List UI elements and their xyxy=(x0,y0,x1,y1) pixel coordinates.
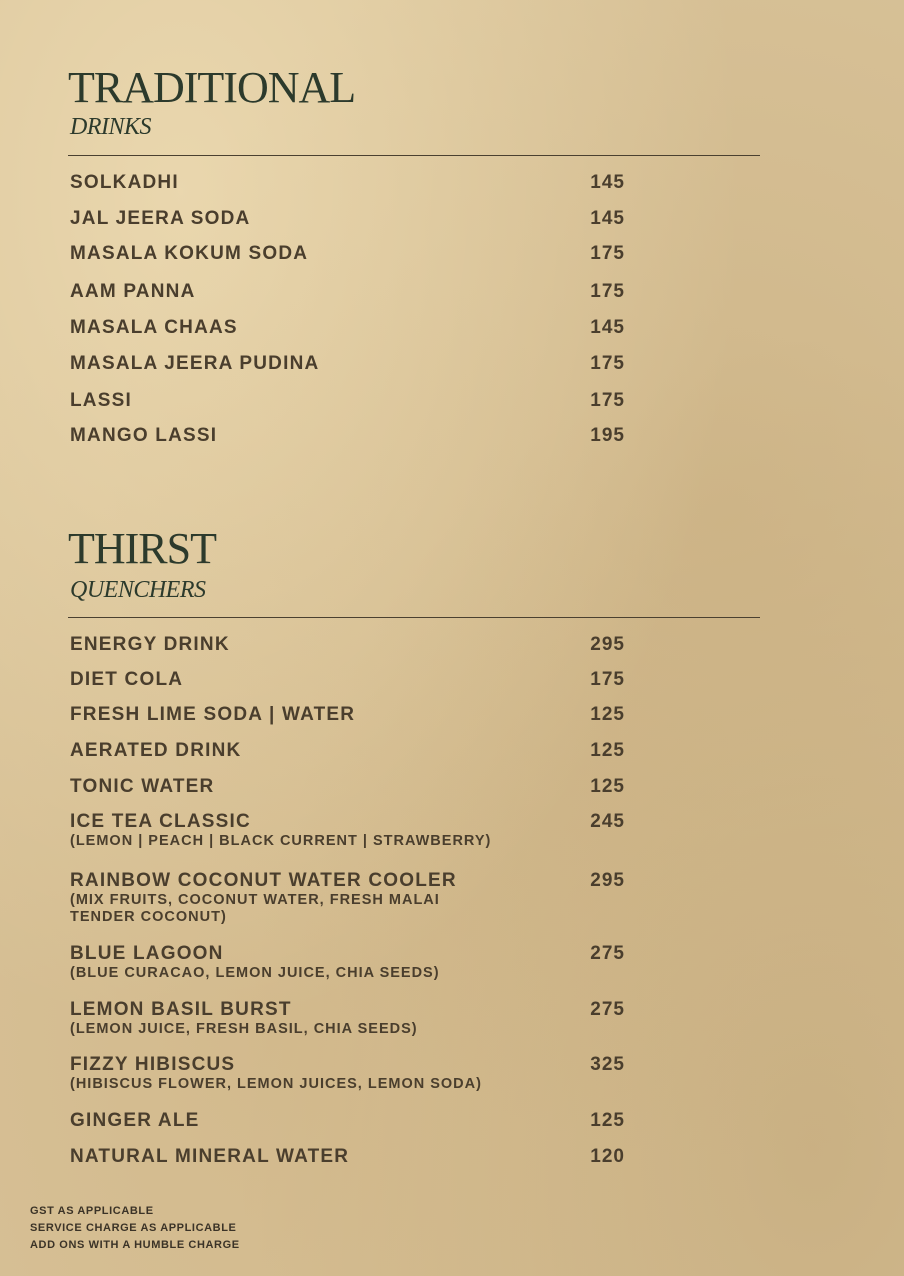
item-description: (BLUE CURACAO, LEMON JUICE, CHIA SEEDS) xyxy=(70,965,440,981)
item-name: ICE TEA CLASSIC xyxy=(70,811,251,832)
menu-item xyxy=(70,669,630,691)
section-title-thirst: THIRST xyxy=(68,524,216,573)
menu-item xyxy=(70,811,630,850)
item-description: (MIX FRUITS, COCONUT WATER, FRESH MALAI TENDER COCONUT) xyxy=(70,892,440,925)
item-price: 295 xyxy=(590,870,625,891)
item-price: 145 xyxy=(590,172,625,193)
item-price: 145 xyxy=(590,208,625,229)
item-description: (LEMON JUICE, FRESH BASIL, CHIA SEEDS) xyxy=(70,1021,418,1037)
menu-item xyxy=(70,870,630,926)
item-price: 145 xyxy=(590,317,625,338)
item-price: 175 xyxy=(590,390,625,411)
section-title-traditional: TRADITIONAL xyxy=(68,63,356,112)
item-name: BLUE LAGOON xyxy=(70,943,224,964)
item-price: 175 xyxy=(590,243,625,264)
footer-add-ons-note: ADD ONS WITH A HUMBLE CHARGE xyxy=(30,1239,240,1251)
item-price: 125 xyxy=(590,1110,625,1131)
item-name: JAL JEERA SODA xyxy=(70,208,251,229)
item-name: LEMON BASIL BURST xyxy=(70,999,292,1020)
menu-item xyxy=(70,1146,630,1168)
menu-item xyxy=(70,740,630,762)
menu-item xyxy=(70,390,630,412)
item-name: DIET COLA xyxy=(70,669,184,690)
item-name: FIZZY HIBISCUS xyxy=(70,1054,236,1075)
menu-item xyxy=(70,634,630,656)
section-divider xyxy=(68,155,760,156)
item-name: TONIC WATER xyxy=(70,776,215,797)
item-name: MASALA JEERA PUDINA xyxy=(70,353,320,374)
menu-item xyxy=(70,425,630,447)
item-price: 125 xyxy=(590,740,625,761)
menu-item xyxy=(70,281,630,303)
menu-item xyxy=(70,943,630,982)
menu-item xyxy=(70,704,630,726)
item-price: 295 xyxy=(590,634,625,655)
item-name: NATURAL MINERAL WATER xyxy=(70,1146,350,1167)
menu-item xyxy=(70,1054,630,1093)
item-name: RAINBOW COCONUT WATER COOLER xyxy=(70,870,457,891)
item-name: MANGO LASSI xyxy=(70,425,218,446)
menu-item xyxy=(70,353,630,375)
footer-gst-note: GST AS APPLICABLE xyxy=(30,1205,154,1217)
footer-service-charge-note: SERVICE CHARGE AS APPLICABLE xyxy=(30,1222,237,1234)
item-description: (LEMON | PEACH | BLACK CURRENT | STRAWBERRY) xyxy=(70,833,492,849)
item-price: 275 xyxy=(590,943,625,964)
item-name: GINGER ALE xyxy=(70,1110,200,1131)
item-price: 125 xyxy=(590,704,625,725)
item-price: 175 xyxy=(590,353,625,374)
item-name: AAM PANNA xyxy=(70,281,196,302)
item-price: 275 xyxy=(590,999,625,1020)
item-price: 195 xyxy=(590,425,625,446)
item-price: 175 xyxy=(590,281,625,302)
item-name: MASALA CHAAS xyxy=(70,317,238,338)
footer-notes xyxy=(30,1203,240,1254)
item-description: (HIBISCUS FLOWER, LEMON JUICES, LEMON SODA) xyxy=(70,1076,482,1092)
section-subtitle-quenchers: QUENCHERS xyxy=(70,577,206,603)
item-name: AERATED DRINK xyxy=(70,740,242,761)
item-price: 175 xyxy=(590,669,625,690)
menu-item xyxy=(70,172,630,194)
menu-item xyxy=(70,208,630,230)
item-price: 120 xyxy=(590,1146,625,1167)
item-name: LASSI xyxy=(70,390,132,411)
item-name: FRESH LIME SODA | WATER xyxy=(70,704,356,725)
item-price: 245 xyxy=(590,811,625,832)
item-price: 125 xyxy=(590,776,625,797)
section-divider xyxy=(68,617,760,618)
section-subtitle-drinks: DRINKS xyxy=(70,114,151,140)
menu-item xyxy=(70,1110,630,1132)
item-name: MASALA KOKUM SODA xyxy=(70,243,309,264)
menu-item xyxy=(70,243,630,265)
menu-item xyxy=(70,999,630,1038)
menu-item xyxy=(70,776,630,798)
menu-item xyxy=(70,317,630,339)
item-name: ENERGY DRINK xyxy=(70,634,230,655)
item-price: 325 xyxy=(590,1054,625,1075)
item-name: SOLKADHI xyxy=(70,172,179,193)
